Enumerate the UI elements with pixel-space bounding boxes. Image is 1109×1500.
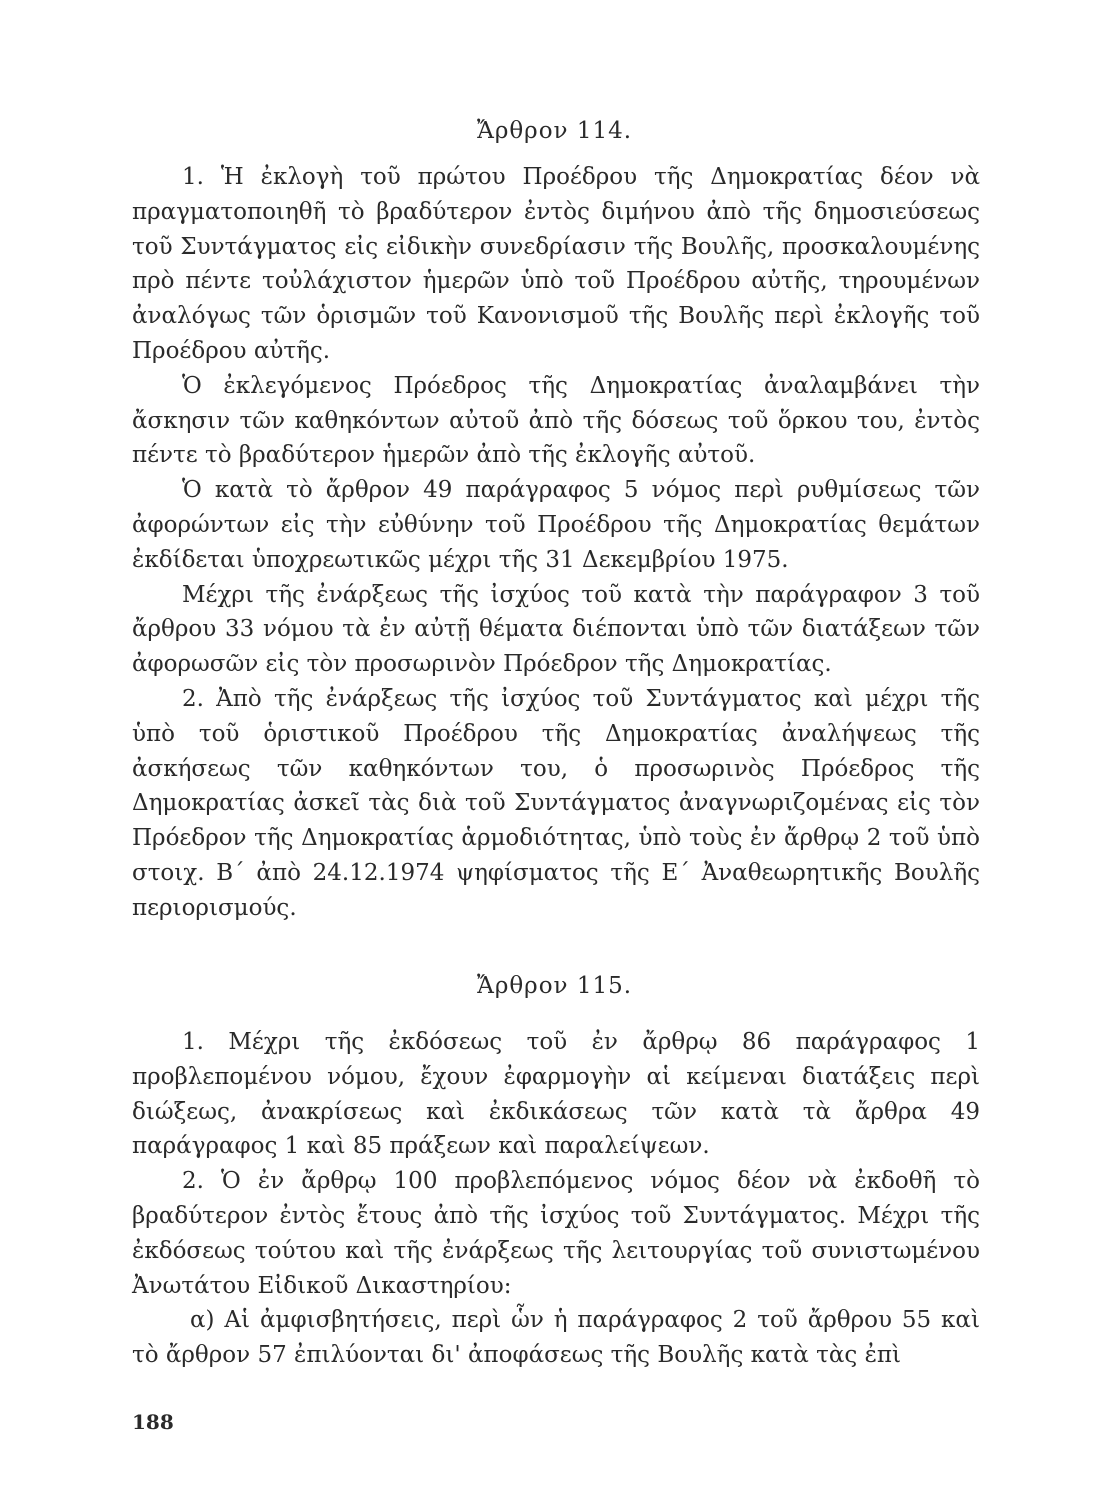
article-114-heading: Ἄρθρον 114. <box>476 118 633 144</box>
article-114-body <box>132 160 980 926</box>
article-115-heading: Ἄρθρον 115. <box>476 973 633 999</box>
article-115-paragraph-1: 1. Μέχρι τῆς ἐκδόσεως τοῦ ἐν ἄρθρῳ 86 παράγραφος 1 προβλεπομένου νόμου, ἔχουν ἐφαρμογὴν αἱ κείμεναι διατάξεις περὶ διώξεως, ἀνακρίσεως καὶ ἐκδικάσεως τῶν κατὰ τὰ ἄρθρα 49 παράγραφος 1 καὶ 85 πράξεων καὶ παραλείψεων. <box>132 1029 980 1160</box>
article-115-paragraph-3: α) Αἱ ἀμφισβητήσεις, περὶ ὧν ἡ παράγραφος 2 τοῦ ἄρθρου 55 καὶ τὸ ἄρθρον 57 ἐπιλύονται δι' ἀποφάσεως τῆς Βουλῆς κατὰ τὰς ἐπὶ <box>132 1307 980 1369</box>
article-114-paragraph-1: 1. Ἡ ἐκλογὴ τοῦ πρώτου Προέδρου τῆς Δημοκρατίας δέον νὰ πραγματοποιηθῆ τὸ βραδύτερον ἐντὸς διμήνου ἀπὸ τῆς δημοσιεύσεως τοῦ Συντάγματος εἰς εἰδικὴν συνεδρίασιν τῆς Βουλῆς, προσκαλουμένης πρὸ πέντε τοὐλάχιστον ἡμερῶν ὑπὸ τοῦ Προέδρου αὐτῆς, τηρουμένων ἀναλόγως τῶν ὁρισμῶν τοῦ Κανονισμοῦ τῆς Βουλῆς περὶ ἐκλογῆς τοῦ Προέδρου αὐτῆς. <box>132 164 980 364</box>
article-115-body <box>132 1025 980 1373</box>
article-114-paragraph-5: 2. Ἀπὸ τῆς ἐνάρξεως τῆς ἰσχύος τοῦ Συντάγματος καὶ μέχρι τῆς ὑπὸ τοῦ ὁριστικοῦ Προέδρου τῆς Δημοκρατίας ἀναλήψεως τῆς ἀσκήσεως τῶν καθηκόντων του, ὁ προσωρινὸς Πρόεδρος τῆς Δημοκρατίας ἀσκεῖ τὰς διὰ τοῦ Συντάγματος ἀναγνωριζομένας εἰς τὸν Πρόεδρον τῆς Δημοκρατίας ἁρμοδιότητας, ὑπὸ τοὺς ἐν ἄρθρῳ 2 τοῦ ὑπὸ στοιχ. Β΄ ἀπὸ 24.12.1974 ψηφίσματος τῆς Ε΄ Ἀναθεωρητικῆς Βουλῆς περιορισμούς. <box>132 685 980 921</box>
article-114-paragraph-4: Μέχρι τῆς ἐνάρξεως τῆς ἰσχύος τοῦ κατὰ τὴν παράγραφον 3 τοῦ ἄρθρου 33 νόμου τὰ ἐν αὐτῇ θέματα διέπονται ὑπὸ τῶν διατάξεων τῶν ἀφορωσῶν εἰς τὸν προσωρινὸν Πρόεδρον τῆς Δημοκρατίας. <box>132 581 980 678</box>
article-115-paragraph-2: 2. Ὁ ἐν ἄρθρῳ 100 προβλεπόμενος νόμος δέον νὰ ἐκδοθῆ τὸ βραδύτερον ἐντὸς ἔτους ἀπὸ τῆς ἰσχύος τοῦ Συντάγματος. Μέχρι τῆς ἐκδόσεως τούτου καὶ τῆς ἐνάρξεως τῆς λειτουργίας τοῦ συνιστωμένου Ἀνωτάτου Εἰδικοῦ Δικαστηρίου: <box>132 1168 980 1299</box>
article-114-paragraph-2: Ὁ ἐκλεγόμενος Πρόεδρος τῆς Δημοκρατίας ἀναλαμβάνει τὴν ἄσκησιν τῶν καθηκόντων αὐτοῦ ἀπὸ τῆς δόσεως τοῦ ὅρκου του, ἐντὸς πέντε τὸ βραδύτερον ἡμερῶν ἀπὸ τῆς ἐκλογῆς αὐτοῦ. <box>132 372 980 469</box>
page-number: 188 <box>132 1410 174 1434</box>
article-114-paragraph-3: Ὁ κατὰ τὸ ἄρθρον 49 παράγραφος 5 νόμος περὶ ρυθμίσεως τῶν ἀφορώντων εἰς τὴν εὐθύνην τοῦ Προέδρου τῆς Δημοκρατίας θεμάτων ἐκδίδεται ὑποχρεωτικῶς μέχρι τῆς 31 Δεκεμβρίου 1975. <box>132 477 980 573</box>
